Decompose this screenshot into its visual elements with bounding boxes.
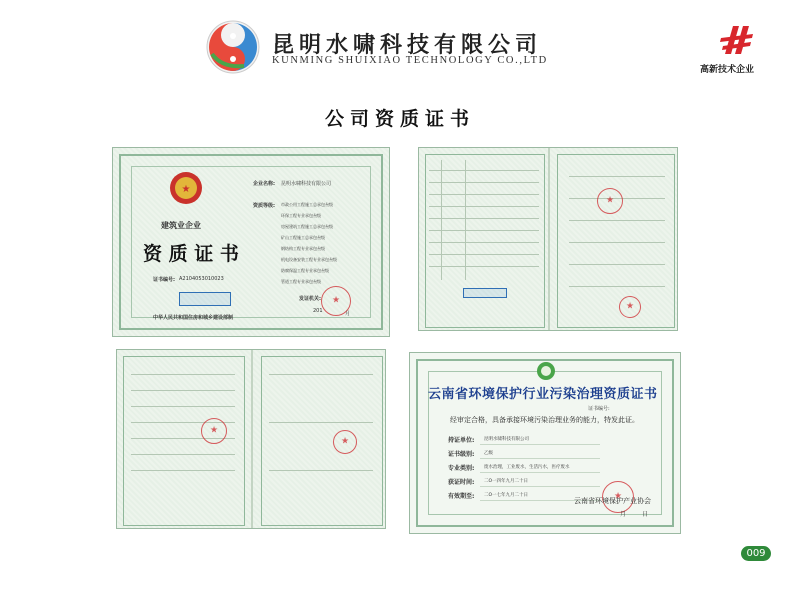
- annual-check-stamp: [463, 288, 507, 298]
- company-name-cn: 昆明水啸科技有限公司: [272, 33, 543, 58]
- company-name-en: KUNMING SHUIXIAO TECHNOLOGY CO.,LTD: [272, 55, 548, 66]
- scope-item: 市政公用工程施工总承包叁级: [281, 202, 333, 207]
- company-value: 昆明水啸科技有限公司: [281, 181, 332, 187]
- certificate-booklet-details: [418, 147, 678, 331]
- field-label: 专业类别:: [448, 465, 475, 472]
- official-seal: [597, 188, 623, 214]
- scope-item: 机电设备安装工程专业承包叁级: [281, 257, 337, 262]
- cert-intro: 经审定合格，具备承接环境污染治理业务的能力，特发此证。: [450, 416, 639, 424]
- scope-item: 防腐保温工程专业承包叁级: [281, 268, 329, 273]
- high-tech-enterprise-logo-icon: [717, 22, 757, 56]
- national-emblem-icon: [168, 170, 204, 206]
- association-logo-icon: [536, 361, 556, 381]
- environmental-pollution-treatment-certificate: [409, 352, 681, 534]
- field-label: 获证时间:: [448, 479, 475, 486]
- cert-type: 建筑业企业: [161, 221, 201, 230]
- cert-issuer: 云南省环境保护产业协会: [574, 497, 651, 505]
- svg-text:★: ★: [181, 184, 191, 195]
- company-label: 企业名称:: [253, 181, 275, 187]
- official-seal: [201, 418, 227, 444]
- scope-label: 资质等级:: [253, 203, 275, 209]
- scope-item: 环保工程专业承包叁级: [281, 213, 321, 218]
- cert-title: 云南省环境保护行业污染治理资质证书: [428, 387, 658, 402]
- page-number-badge: 009: [741, 546, 771, 561]
- field-value: 乙级: [484, 451, 493, 456]
- cert-number-label: 证书编号:: [588, 406, 610, 412]
- cert-authority: 中华人民共和国住房和城乡建设部制: [153, 315, 234, 321]
- field-value: 二O一四年九月二十日: [484, 479, 529, 484]
- construction-qualification-certificate: [112, 147, 390, 337]
- scope-item: 矿山工程施工总承包叁级: [281, 235, 325, 240]
- cert-number-label: 证书编号:: [153, 277, 175, 283]
- high-tech-enterprise-label: 高新技术企业: [700, 65, 755, 75]
- annual-check-stamp: [179, 292, 231, 306]
- field-label: 有效期至:: [448, 493, 475, 500]
- issue-month: 月: [620, 511, 627, 518]
- scope-item: 管道工程专业承包叁级: [281, 279, 321, 284]
- issue-day: 日: [642, 511, 649, 518]
- field-value: 昆明水啸科技有限公司: [484, 437, 529, 442]
- field-value: 二O一七年九月二十日: [484, 493, 529, 498]
- official-seal: [619, 296, 641, 318]
- scope-item: 钢结构工程专业承包叁级: [281, 246, 325, 251]
- page-title: 公司资质证书: [324, 108, 475, 130]
- field-label: 持证单位:: [448, 437, 475, 444]
- field-label: 证书级别:: [448, 451, 475, 458]
- issue-month: 月: [345, 311, 351, 317]
- cert-title: 资 质 证 书: [143, 243, 239, 265]
- issuer-label: 发证机关:: [299, 296, 321, 302]
- field-value: 废水治理，工业废水，生活污水，医疗废水: [484, 465, 570, 470]
- certificate-booklet-pages: [116, 349, 386, 529]
- scope-item: 房屋建筑工程施工总承包叁级: [281, 224, 333, 229]
- company-swirl-logo-icon: [204, 18, 262, 76]
- issue-year: 201: [313, 308, 323, 314]
- official-seal: [333, 430, 357, 454]
- cert-number: A2104053010023: [179, 276, 224, 282]
